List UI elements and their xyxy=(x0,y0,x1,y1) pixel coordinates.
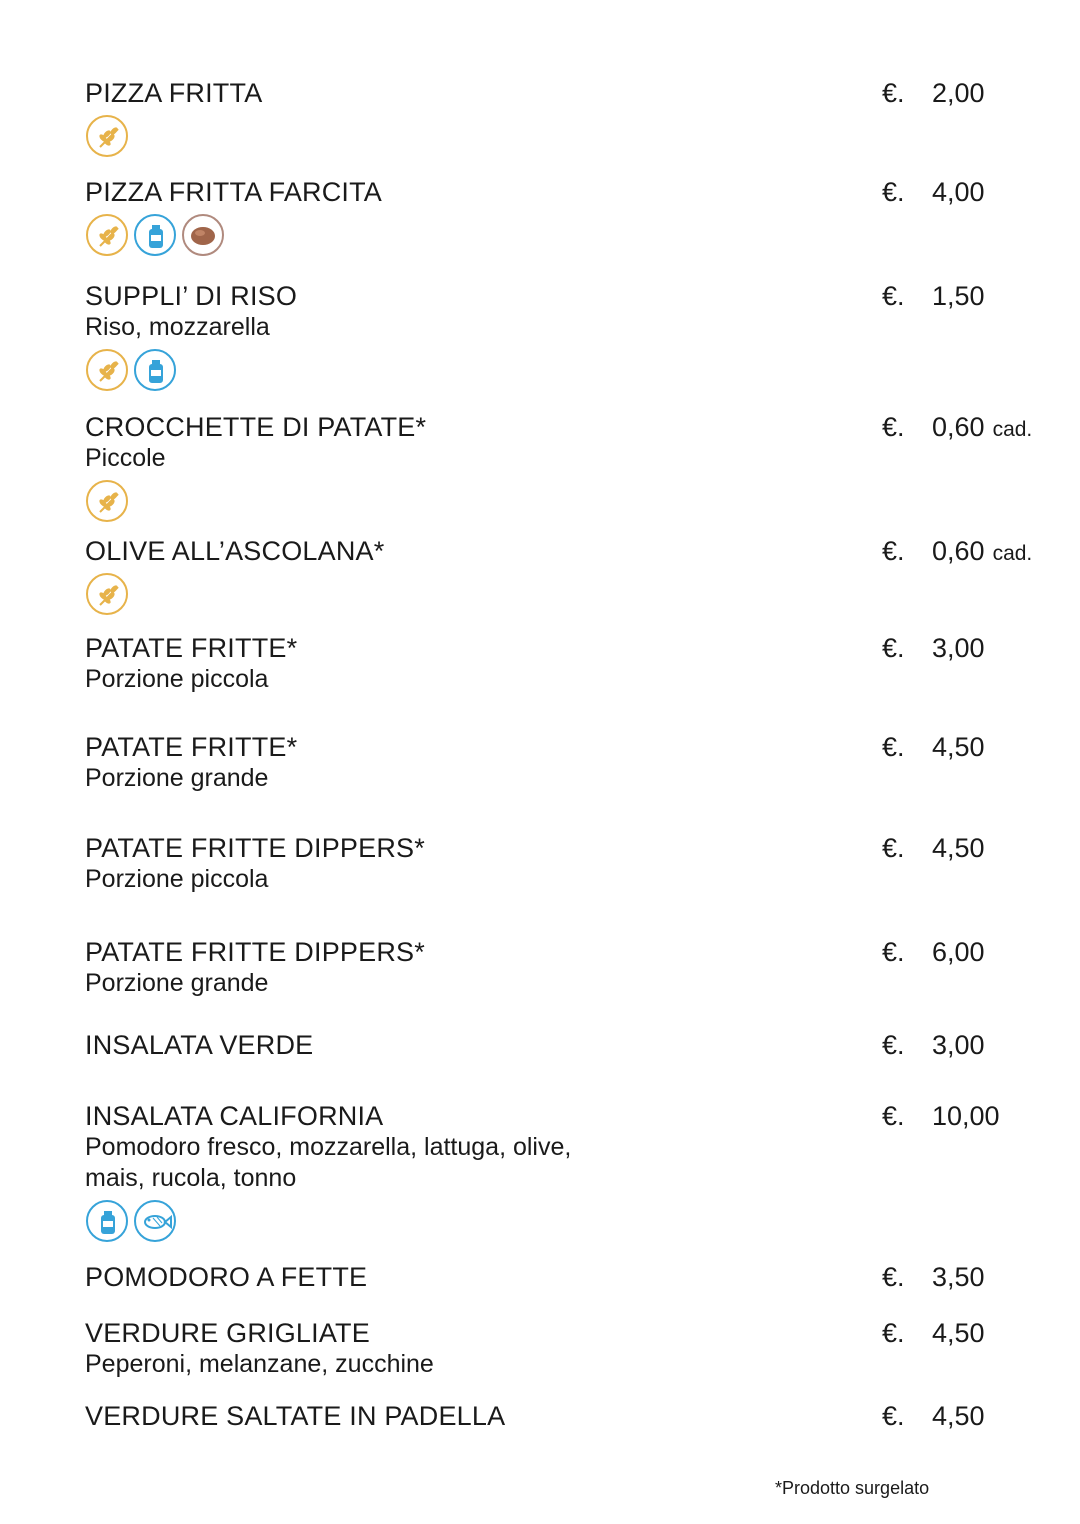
price-value: 0,60 xyxy=(932,536,985,566)
item-price xyxy=(932,937,985,967)
allergen-icons xyxy=(86,349,182,395)
allergen-icons xyxy=(86,115,134,161)
wheat-icon xyxy=(86,480,128,522)
item-description: Pomodoro fresco, mozzarella, lattuga, olive, xyxy=(85,1133,572,1161)
item-name: PATATE FRITTE DIPPERS* xyxy=(85,833,425,863)
price-value: 4,50 xyxy=(932,1318,985,1348)
item-name: CROCCHETTE DI PATATE* xyxy=(85,412,427,442)
item-description: Piccole xyxy=(85,444,166,472)
currency-symbol: €. xyxy=(882,78,905,108)
item-price xyxy=(932,1030,985,1060)
milk-icon xyxy=(86,1200,128,1242)
item-price xyxy=(932,1262,985,1292)
currency-symbol: €. xyxy=(882,281,905,311)
item-price xyxy=(932,412,1032,445)
price-unit: cad. xyxy=(992,418,1033,441)
item-price xyxy=(932,732,985,762)
item-name: VERDURE SALTATE IN PADELLA xyxy=(85,1401,506,1431)
nut-icon xyxy=(182,214,224,256)
item-name: PATATE FRITTE DIPPERS* xyxy=(85,937,425,967)
item-name: PIZZA FRITTA xyxy=(85,78,263,108)
price-value: 4,50 xyxy=(932,1401,985,1431)
currency-symbol: €. xyxy=(882,1030,905,1060)
item-description: Porzione piccola xyxy=(85,665,269,693)
item-description: Porzione piccola xyxy=(85,865,269,893)
item-price xyxy=(932,177,985,207)
currency-symbol: €. xyxy=(882,177,905,207)
currency-symbol: €. xyxy=(882,412,905,442)
item-name: OLIVE ALL’ASCOLANA* xyxy=(85,536,385,566)
allergen-icons xyxy=(86,480,134,526)
price-value: 10,00 xyxy=(932,1101,1000,1131)
price-value: 3,00 xyxy=(932,633,985,663)
item-price xyxy=(932,633,985,663)
milk-icon xyxy=(134,214,176,256)
currency-symbol: €. xyxy=(882,732,905,762)
price-value: 2,00 xyxy=(932,78,985,108)
price-value: 1,50 xyxy=(932,281,985,311)
currency-symbol: €. xyxy=(882,1401,905,1431)
item-description: Peperoni, melanzane, zucchine xyxy=(85,1350,434,1378)
price-value: 4,50 xyxy=(932,833,985,863)
price-value: 6,00 xyxy=(932,937,985,967)
item-price xyxy=(932,281,985,311)
wheat-icon xyxy=(86,115,128,157)
allergen-icons xyxy=(86,214,230,260)
item-description: Porzione grande xyxy=(85,969,269,997)
price-value: 3,50 xyxy=(932,1262,985,1292)
item-name: SUPPLI’ DI RISO xyxy=(85,281,298,311)
allergen-icons xyxy=(86,573,134,619)
item-name: PATATE FRITTE* xyxy=(85,633,298,663)
wheat-icon xyxy=(86,214,128,256)
currency-symbol: €. xyxy=(882,937,905,967)
item-description: Riso, mozzarella xyxy=(85,313,270,341)
item-price xyxy=(932,1318,985,1348)
price-value: 4,50 xyxy=(932,732,985,762)
item-name: INSALATA VERDE xyxy=(85,1030,314,1060)
item-name: INSALATA CALIFORNIA xyxy=(85,1101,384,1131)
currency-symbol: €. xyxy=(882,1318,905,1348)
item-price xyxy=(932,1401,985,1431)
item-description: Porzione grande xyxy=(85,764,269,792)
allergen-icons xyxy=(86,1200,182,1246)
item-price xyxy=(932,78,985,108)
item-name: PIZZA FRITTA FARCITA xyxy=(85,177,383,207)
item-description: mais, rucola, tonno xyxy=(85,1164,297,1192)
currency-symbol: €. xyxy=(882,1262,905,1292)
item-price xyxy=(932,1101,1000,1131)
milk-icon xyxy=(134,349,176,391)
currency-symbol: €. xyxy=(882,633,905,663)
fish-icon xyxy=(134,1200,176,1242)
currency-symbol: €. xyxy=(882,536,905,566)
currency-symbol: €. xyxy=(882,833,905,863)
footnote: *Prodotto surgelato xyxy=(775,1478,930,1498)
item-name: VERDURE GRIGLIATE xyxy=(85,1318,370,1348)
price-unit: cad. xyxy=(992,542,1033,565)
item-name: PATATE FRITTE* xyxy=(85,732,298,762)
item-price xyxy=(932,536,1032,569)
wheat-icon xyxy=(86,349,128,391)
item-name: POMODORO A FETTE xyxy=(85,1262,368,1292)
price-value: 3,00 xyxy=(932,1030,985,1060)
price-value: 4,00 xyxy=(932,177,985,207)
price-value: 0,60 xyxy=(932,412,985,442)
wheat-icon xyxy=(86,573,128,615)
item-price xyxy=(932,833,985,863)
currency-symbol: €. xyxy=(882,1101,905,1131)
